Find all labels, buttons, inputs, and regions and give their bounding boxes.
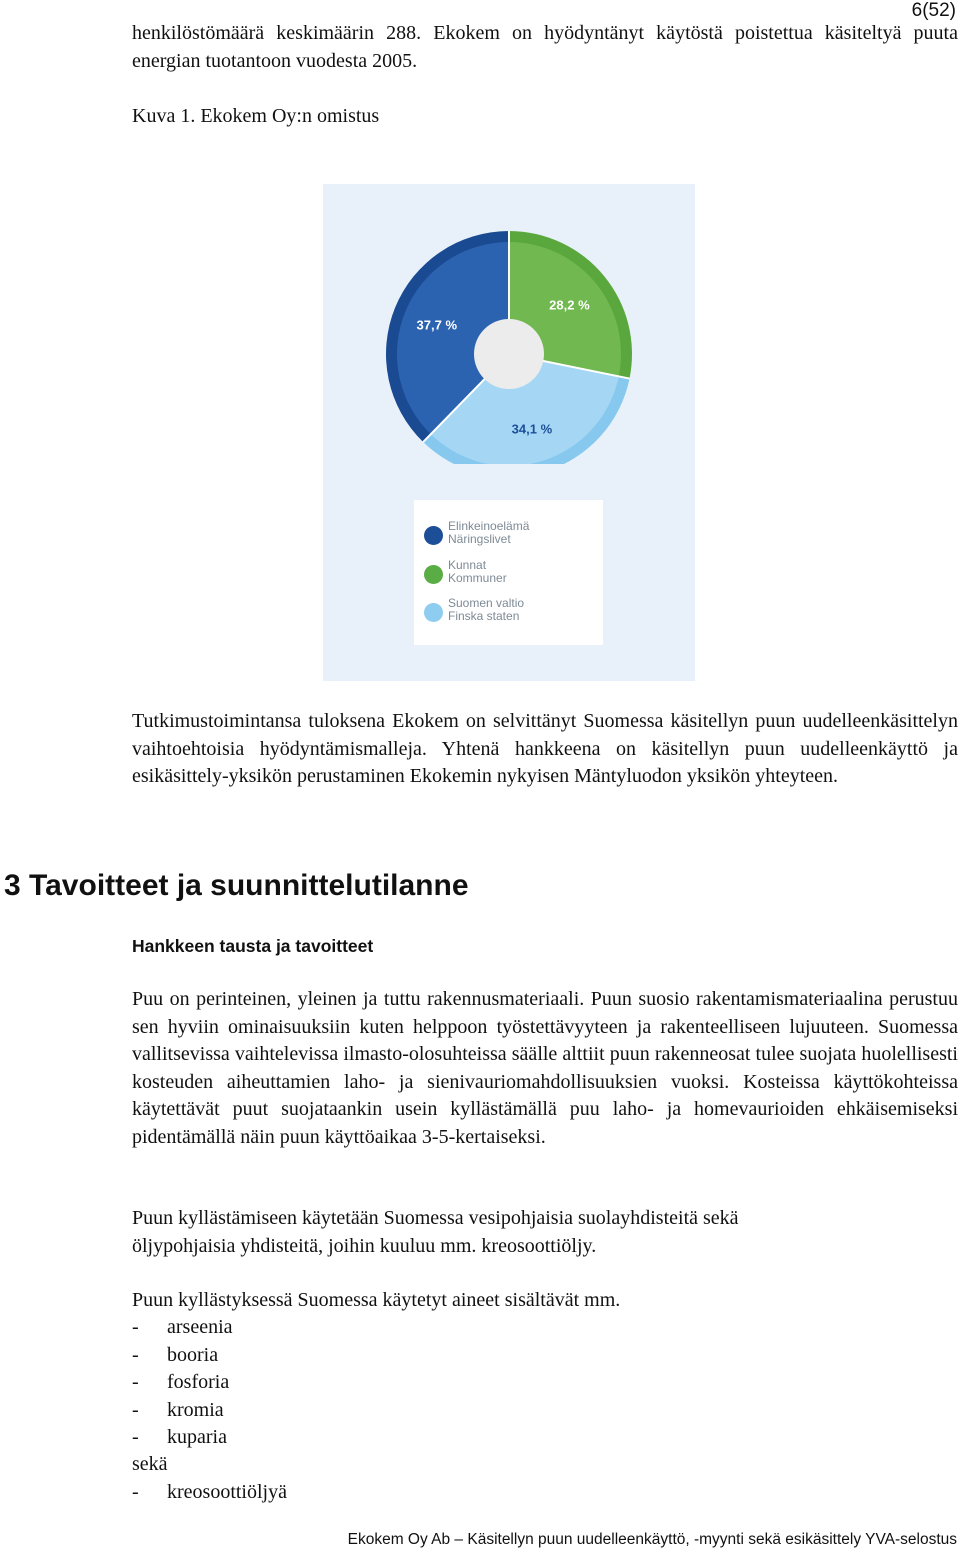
paragraph-impregnation-line-1: Puun kyllästämiseen käytetään Suomessa vesipohjaisia suolayhdisteitä sekä xyxy=(132,1207,739,1229)
list-dash: - xyxy=(132,1425,139,1448)
list-dash: - xyxy=(132,1343,139,1366)
pie-slice-elinkeinoelama-label: 37,7 % xyxy=(416,317,458,333)
paragraph-impregnation xyxy=(132,1205,739,1260)
list-item xyxy=(132,1479,620,1506)
section-heading: 3 Tavoitteet ja suunnittelutilanne xyxy=(4,869,469,902)
substance-list-2 xyxy=(132,1479,620,1506)
intro-paragraph: henkilöstömäärä keskimäärin 288. Ekokem on hyödyntänyt käytöstä poistettua käsiteltyä puuta energian tuotantoon vuodesta 2005. xyxy=(132,22,958,72)
legend-item-elinkeinoelama xyxy=(448,520,598,546)
list-item xyxy=(132,1314,620,1341)
list-item-text: fosforia xyxy=(167,1371,230,1394)
figure-caption: Kuva 1. Ekokem Oy:n omistus xyxy=(132,105,380,127)
list-dash: - xyxy=(132,1316,139,1339)
legend-item-suomen-valtio xyxy=(448,597,598,623)
legend-dot-green xyxy=(424,565,443,584)
legend-item-kunnat xyxy=(448,559,598,585)
legend-label-sv: Kommuner xyxy=(448,571,507,585)
list-item-text: kreosoottiöljyä xyxy=(167,1480,287,1503)
ownership-pie-chart xyxy=(323,184,695,464)
list-item xyxy=(132,1424,620,1451)
page-footer: Ekokem Oy Ab – Käsitellyn puun uudelleenkäyttö, -myynti sekä esikäsittely YVA-selostus xyxy=(347,1531,957,1548)
page-number: 6(52) xyxy=(911,0,956,21)
pie-center-hole xyxy=(474,319,544,389)
legend-label-sv: Finska staten xyxy=(448,609,520,623)
legend-dot-dark-blue xyxy=(424,526,443,545)
list-dash: - xyxy=(132,1398,139,1421)
legend-label-fi: Elinkeinoelämä xyxy=(448,519,530,533)
subsection-heading: Hankkeen tausta ja tavoitteet xyxy=(132,936,374,956)
list-item-text: arseenia xyxy=(167,1316,233,1339)
list-item-text: booria xyxy=(167,1343,219,1366)
legend-dot-light-blue xyxy=(424,603,443,622)
list-item-text: kromia xyxy=(167,1398,224,1421)
list-item xyxy=(132,1369,620,1396)
chart-legend xyxy=(414,500,603,645)
list-dash: - xyxy=(132,1371,139,1394)
pie-slice-kunnat-label: 28,2 % xyxy=(549,297,590,313)
list-intro: Puun kyllästyksessä Suomessa käytetyt aineet sisältävät mm. xyxy=(132,1289,621,1311)
substance-list xyxy=(132,1314,620,1451)
list-item xyxy=(132,1397,620,1424)
list-connector: sekä xyxy=(132,1453,168,1476)
paragraph-research: Tutkimustoimintansa tuloksena Ekokem on selvittänyt Suomessa käsitellyn puun uudelleenkäsittelyn vaihtoehtoisia hyödyntämismalleja. Yhtenä hankkeena on käsitellyn puun uudelleenkäyttö ja esikäsittely-yksikön perustaminen Ekokemin nykyisen Mäntyluodon yksikön yhteyteen. xyxy=(132,710,958,787)
paragraph-background: Puu on perinteinen, yleinen ja tuttu rakennusmateriaali. Puun suosio rakentamismateriaalina perustuu sen hyviin ominaisuuksiin kuten helppoon työstettävyyteen ja rakenteelliseen lujuuteen. Suomessa vallitsevissa vaihtelevissa ilmasto-olosuhteissa säälle alttiit puun rakenneosat tulee suojata huolellisesti kosteuden aiheuttamien laho- ja sienivauriomahdollisuuksien vuoksi. Kosteissa käyttökohteissa käytettävät puut suojataankin usein kyllästämällä puu laho- ja homevaurioiden ehkäisemiseksi pidentämällä näin puun käyttöaikaa 3-5-kertaiseksi. xyxy=(132,988,958,1148)
list-item xyxy=(132,1342,620,1369)
substance-list-block xyxy=(132,1287,620,1506)
legend-label-fi: Suomen valtio xyxy=(448,596,525,610)
paragraph-impregnation-line-2: öljypohjaisia yhdisteitä, joihin kuuluu mm. kreosoottiöljy. xyxy=(132,1234,597,1257)
list-item-text: kuparia xyxy=(167,1425,227,1448)
ownership-figure xyxy=(323,184,695,681)
legend-label-sv: Näringslivet xyxy=(448,532,511,546)
legend-label-fi: Kunnat xyxy=(448,558,487,572)
list-dash: - xyxy=(132,1480,139,1503)
pie-slice-suomen-valtio-label: 34,1 % xyxy=(511,421,553,437)
